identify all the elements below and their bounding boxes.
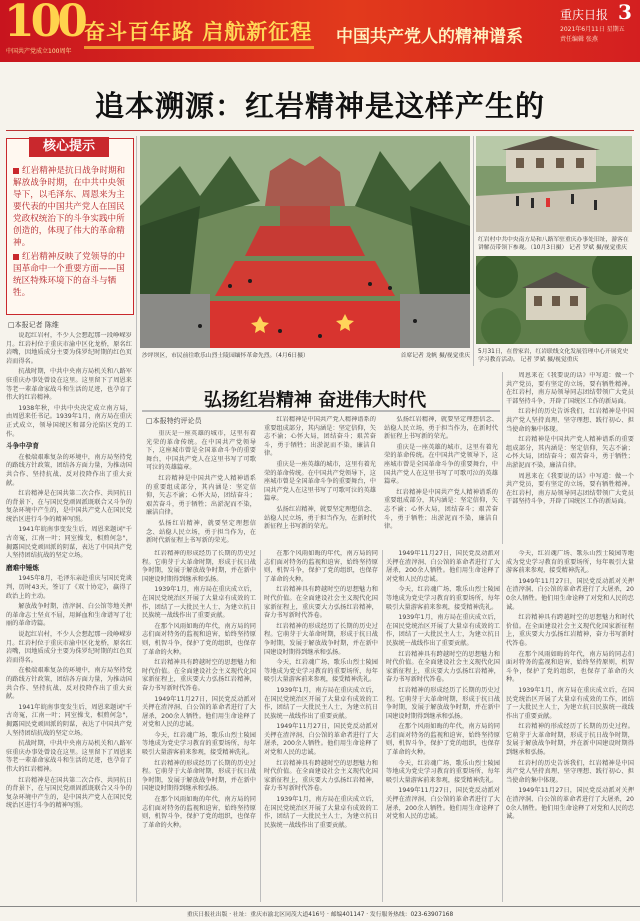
paragraph: 红岩精神是在国共第二次合作、共同抗日的背景下，在与国民党顽固派既联合又斗争的复杂环境中产生的，是中国共产党人在国民党统治区进行斗争的精神写照。 xyxy=(6,776,132,810)
photo-r1-caption: 红岩村中共中央南方局和八路军驻重庆办事处旧址，游客在讲解员带领下参观。（10月3日摄） 记者 罗斌 摄/视觉重庆 xyxy=(478,237,629,251)
paragraph: 说起红岩村，不少人会想起那一段峥嵘岁月。红岩村位于重庆市渝中区化龙桥，原名红岩嘴，因地质成分主要为侏罗纪时期的红色页岩而得名。 xyxy=(6,631,132,664)
bottom-column-3 xyxy=(386,550,500,902)
subheading: 磨难中锤炼 xyxy=(6,563,39,572)
paragraph: 今天，红岩魂广场、歌乐山烈士陵园等地成为党史学习教育的重要场所，每年吸引大量游客前来参观，接受精神洗礼。 xyxy=(142,731,256,757)
paragraph: 今天，红岩魂广场、歌乐山烈士陵园等地成为党史学习教育的重要场所，每年吸引大量游客前来参观，接受精神洗礼。 xyxy=(386,759,500,784)
core-tips-title: 核心提示 xyxy=(29,137,109,157)
paragraph: 1949年11月27日，国民党反动派对关押在渣滓洞、白公馆的革命者进行了大屠杀，200余人牺牲。他们用生命诠释了对党和人民的忠诚。 xyxy=(264,723,378,757)
page-number: 3 xyxy=(618,0,632,24)
paragraph: 红岩精神具有跨越时空的思想魅力和时代价值。在全面建设社会主义现代化国家新征程上，重庆要大力弘扬红岩精神，奋力书写新时代答卷。 xyxy=(386,650,500,684)
photo-hongyan-village xyxy=(476,136,632,232)
commentary-column xyxy=(146,430,256,544)
commentary-column xyxy=(384,416,498,544)
paragraph: 抗战时期，中共中央南方局机关和八路军驻重庆办事处曾设在这里。这里留下了周恩来等老一辈革命家战斗和生活的足迹，也孕育了伟大的红岩精神。 xyxy=(6,740,132,773)
photo-r1-credit: 记者 罗斌 摄/视觉重庆 xyxy=(569,245,627,251)
bottom-column-1 xyxy=(142,550,256,902)
hongyan-village-illustration xyxy=(476,136,632,232)
paragraph: 1949年11月27日，国民党反动派对关押在渣滓洞、白公馆的革命者进行了大屠杀，200余人牺牲。他们用生命诠释了对党和人民的忠诚。 xyxy=(386,787,500,821)
paragraph: 今天，红岩魂广场、歌乐山烈士陵园等地成为党史学习教育的重要场所，每年吸引大量游客前来参观，接受精神洗礼。 xyxy=(386,586,500,611)
paragraph: 弘扬红岩精神，就要坚定理想信念、站稳人民立场，勇于担当作为，在新时代新征程上书写新的荣光。 xyxy=(384,416,498,441)
paragraph: 弘扬红岩精神，就要坚定理想信念、站稳人民立场，勇于担当作为，在新时代新征程上书写新的荣光。 xyxy=(264,505,376,531)
paragraph: 1949年11月27日，国民党反动派对关押在渣滓洞、白公馆的革命者进行了大屠杀，200余人牺牲。他们用生命诠释了对党和人民的忠诚。 xyxy=(386,550,500,583)
logo-caption: 中国共产党成立100周年 xyxy=(6,48,72,55)
bottom-column-2 xyxy=(264,550,378,902)
banner-decoration xyxy=(84,46,314,49)
paragraph: 1939年1月，南方局在重庆成立后，在国民党统治区开展了大量卓有成效的工作，团结了一大批民主人士，为建立抗日民族统一战线作出了重要贡献。 xyxy=(386,614,500,647)
paragraph: 1939年1月，南方局在重庆成立后，在国民党统治区开展了大量卓有成效的工作，团结了一大批民主人士，为建立抗日民族统一战线作出了重要贡献。 xyxy=(264,686,378,720)
paragraph: 周恩来在《我要说的话》中写道：做一个共产党员，要有坚定的立场，要有牺牲精神。在红岩村，南方局领导同志团结带领广大党员干部坚持斗争，开辟了国统区工作的新局面。 xyxy=(506,472,634,506)
paragraph: 1939年1月，南方局在重庆成立后，在国民党统治区开展了大量卓有成效的工作，团结了一大批民主人士，为建立抗日民族统一战线作出了重要贡献。 xyxy=(142,586,256,620)
headline-rule xyxy=(6,130,634,131)
paragraph: 红岩精神是中国共产党人精神谱系的重要组成部分，其内涵是：坚定信仰，矢志不渝；心怀大局，团结奋斗；艰苦奋斗，勇于牺牲；出淤泥而不染，廉洁自律。 xyxy=(506,436,634,469)
paragraph: 1939年1月，南方局在重庆成立后，在国民党统治区开展了大量卓有成效的工作，团结了一大批民主人士，为建立抗日民族统一战线作出了重要贡献。 xyxy=(264,796,378,829)
photo-zengjiayan xyxy=(476,256,632,344)
paragraph: 1945年8月，毛泽东亲赴重庆与国民党谈判，历时43天，签订了《双十协定》，赢得了政治上的主动。 xyxy=(6,575,132,600)
paragraph: 红岩村的历史告诉我们，红岩精神是中国共产党人坚持真理、坚守理想、践行初心、担当使命的集中体现。 xyxy=(506,759,634,784)
commentary-byline: □本报特约评论员 xyxy=(146,417,202,425)
paragraph: 红岩精神的形成经历了长期的历史过程。它萌芽于大革命时期，形成于抗日战争时期，发展于解放战争时期，并在新中国建设时期得到继承和弘扬。 xyxy=(142,759,256,793)
core-tips-box xyxy=(6,138,134,315)
paragraph: 1938年秋，中共中央决定成立南方局，由周恩来任书记。1939年1月，南方局在重庆正式成立，领导国统区和部分沦陷区党的工作。 xyxy=(6,404,132,438)
paragraph: 重庆是一座英雄的城市，这里有着光荣的革命传统。在中国共产党领导下，这座城市曾是全国革命斗争的重要舞台，中国共产党人在这里书写了可歌可泣的英雄篇章。 xyxy=(264,460,376,503)
paragraph: 红岩精神是中国共产党人精神谱系的重要组成部分，其内涵是：坚定信仰，矢志不渝；心怀大局，团结奋斗；艰苦奋斗，勇于牺牲；出淤泥而不染，廉洁自律。 xyxy=(384,488,498,531)
paragraph: 今天，红岩魂广场、歌乐山烈士陵园等地成为党史学习教育的重要场所，每年吸引大量游客前来参观，接受精神洗礼。 xyxy=(506,550,634,575)
paragraph: 在那个风雨如晦的年代，南方局的同志们面对特务的监视和迫害，始终坚持原则，机智斗争，保护了党的组织，也保存了革命的火种。 xyxy=(264,550,378,583)
masthead-banner xyxy=(0,0,640,62)
main-photo-monument xyxy=(140,136,470,348)
paragraph: 说起红岩村，不少人会想起那一段峥嵘岁月。红岩村位于重庆市渝中区化龙桥，原名红岩嘴，因地质成分主要为侏罗纪时期的红色页岩而得名。 xyxy=(6,332,132,365)
monument-illustration xyxy=(140,136,470,348)
column-divider xyxy=(136,136,137,902)
photo-r2-credit: 记者 罗斌 摄/视觉重庆 xyxy=(520,357,579,363)
column-divider xyxy=(260,550,261,902)
editor-line: 责任编辑 张燕 xyxy=(560,36,598,43)
square-bullet-icon xyxy=(13,254,19,260)
paragraph: 1941年皖南事变发生后，周恩来题词"千古奇冤，江南一叶；同室操戈，相煎何急"，揭露国民党顽固派的阴谋，表达了中国共产党人坚持团结抗战的坚定立场。 xyxy=(6,703,132,737)
zengjiayan-illustration xyxy=(476,256,632,344)
paragraph: 在极端艰难复杂的环境中，南方局坚持党的路线方针政策，团结各方面力量，为推动国共合作、坚持抗战、反对投降作出了重大贡献。 xyxy=(6,453,132,487)
page-footer xyxy=(0,906,640,921)
left-article-column xyxy=(6,332,132,902)
tips-item: 红岩精神反映了党领导的中国革命中一个重要方面——国统区特殊环境下的奋斗与牺牲。 xyxy=(13,252,126,298)
paragraph: 红岩精神的形成经历了长期的历史过程。它萌芽于大革命时期，形成于抗日战争时期，发展于解放战争时期，并在新中国建设时期得到继承和弘扬。 xyxy=(506,723,634,757)
commentary-box xyxy=(142,410,500,546)
paragraph: 今天，红岩魂广场、歌乐山烈士陵园等地成为党史学习教育的重要场所，每年吸引大量游客前来参观，接受精神洗礼。 xyxy=(264,659,378,684)
paragraph: 1941年皖南事变发生后，周恩来题词"千古奇冤，江南一叶；同室操戈，相煎何急"，揭露国民党顽固派的阴谋，表达了中国共产党人坚持团结抗战的坚定立场。 xyxy=(6,526,132,560)
paragraph: 红岩精神是在国共第二次合作、共同抗日的背景下，在与国民党顽固派既联合又斗争的复杂环境中产生的，是中国共产党人在国民党统治区进行斗争的精神写照。 xyxy=(6,490,132,523)
right-side-column xyxy=(506,372,634,544)
paragraph: 红岩精神是中国共产党人精神谱系的重要组成部分，其内涵是：坚定信仰，矢志不渝；心怀大局，团结奋斗；艰苦奋斗，勇于牺牲；出淤泥而不染，廉洁自律。 xyxy=(264,416,376,458)
left-article-byline: □本报记者 陈维 xyxy=(8,321,59,329)
issue-date: 2021年6月11日 星期五 xyxy=(560,26,625,33)
page-headline: 追本溯源：红岩精神是这样产生的 xyxy=(94,89,545,123)
bottom-column-4 xyxy=(506,550,634,902)
commentary-column xyxy=(264,416,376,544)
column-divider xyxy=(502,372,503,544)
square-bullet-icon xyxy=(13,168,19,174)
main-photo-caption: 沙坪坝区，市民前往歌乐山烈士陵园缅怀革命先烈。（4月6日摄） xyxy=(142,353,309,359)
column-divider xyxy=(502,550,503,902)
paragraph: 红岩村的历史告诉我们，红岩精神是中国共产党人坚持真理、坚守理想、践行初心、担当使命的集中体现。 xyxy=(506,408,634,433)
paragraph: 重庆是一座英雄的城市，这里有着光荣的革命传统。在中国共产党领导下，这座城市曾是全国革命斗争的重要舞台，中国共产党人在这里书写了可歌可泣的英雄篇章。 xyxy=(146,430,256,472)
paragraph: 重庆是一座英雄的城市，这里有着光荣的革命传统。在中国共产党领导下，这座城市曾是全国革命斗争的重要舞台，中国共产党人在这里书写了可歌可泣的英雄篇章。 xyxy=(384,443,498,486)
centenary-logo xyxy=(4,0,84,60)
photo-r2-caption: 5月31日，在曾家岩，红岩联线文化发展管理中心开展党史学习教育活动。 记者 罗斌 摄/视觉重庆 xyxy=(478,349,629,363)
paragraph: 抗战时期，中共中央南方局机关和八路军驻重庆办事处曾设在这里。这里留下了周恩来等老一辈革命家战斗和生活的足迹，也孕育了伟大的红岩精神。 xyxy=(6,368,132,402)
paragraph: 红岩精神是中国共产党人精神谱系的重要组成部分，其内涵是：坚定信仰，矢志不渝；心怀大局，团结奋斗；艰苦奋斗，勇于牺牲；出淤泥而不染，廉洁自律。 xyxy=(146,474,256,517)
paragraph: 1949年11月27日，国民党反动派对关押在渣滓洞、白公馆的革命者进行了大屠杀，200余人牺牲。他们用生命诠释了对党和人民的忠诚。 xyxy=(506,577,634,611)
paragraph: 红岩精神具有跨越时空的思想魅力和时代价值。在全面建设社会主义现代化国家新征程上，重庆要大力弘扬红岩精神，奋力书写新时代答卷。 xyxy=(142,659,256,692)
paragraph: 1949年11月27日，国民党反动派对关押在渣滓洞、白公馆的革命者进行了大屠杀，200余人牺牲。他们用生命诠释了对党和人民的忠诚。 xyxy=(506,787,634,821)
banner-slogan: 奋斗百年路 启航新征程 xyxy=(84,20,313,44)
paragraph: 在那个风雨如晦的年代，南方局的同志们面对特务的监视和迫害，始终坚持原则，机智斗争，保护了党的组织，也保存了革命的火种。 xyxy=(386,723,500,757)
paragraph: 在极端艰难复杂的环境中，南方局坚持党的路线方针政策，团结各方面力量，为推动国共合作、坚持抗战、反对投降作出了重大贡献。 xyxy=(6,667,132,701)
paragraph: 在那个风雨如晦的年代，南方局的同志们面对特务的监视和迫害，始终坚持原则，机智斗争，保护了党的组织，也保存了革命的火种。 xyxy=(142,622,256,656)
main-photo-credit: 首席记者 龙帆 摄/视觉重庆 xyxy=(400,353,470,359)
subheading: 斗争中孕育 xyxy=(6,442,39,451)
paragraph: 周恩来在《我要说的话》中写道：做一个共产党员，要有坚定的立场，要有牺牲精神。在红岩村，南方局领导同志团结带领广大党员干部坚持斗争，开辟了国统区工作的新局面。 xyxy=(506,372,634,405)
paragraph: 1949年11月27日，国民党反动派对关押在渣滓洞、白公馆的革命者进行了大屠杀，200余人牺牲。他们用生命诠释了对党和人民的忠诚。 xyxy=(142,695,256,729)
paragraph: 在那个风雨如晦的年代，南方局的同志们面对特务的监视和迫害，始终坚持原则，机智斗争，保护了党的组织，也保存了革命的火种。 xyxy=(506,650,634,684)
commentary-headline: 弘扬红岩精神 奋进伟大时代 xyxy=(203,390,427,411)
paragraph: 红岩精神具有跨越时空的思想魅力和时代价值。在全面建设社会主义现代化国家新征程上，重庆要大力弘扬红岩精神，奋力书写新时代答卷。 xyxy=(264,759,378,793)
photo-divider xyxy=(473,136,474,366)
paragraph: 红岩精神的形成经历了长期的历史过程。它萌芽于大革命时期，形成于抗日战争时期，发展于解放战争时期，并在新中国建设时期得到继承和弘扬。 xyxy=(142,550,256,583)
banner-series-title: 中国共产党人的精神谱系 xyxy=(336,27,523,47)
paragraph: 弘扬红岩精神，就要坚定理想信念、站稳人民立场，勇于担当作为，在新时代新征程上书写新的荣光。 xyxy=(146,519,256,544)
paragraph: 解放战争时期，渣滓洞、白公馆等地关押的革命志士坚贞不屈，用鲜血和生命谱写了壮丽的革命诗篇。 xyxy=(6,603,132,628)
paragraph: 红岩精神具有跨越时空的思想魅力和时代价值。在全面建设社会主义现代化国家新征程上，重庆要大力弘扬红岩精神，奋力书写新时代答卷。 xyxy=(506,614,634,647)
paragraph: 红岩精神的形成经历了长期的历史过程。它萌芽于大革命时期，形成于抗日战争时期，发展于解放战争时期，并在新中国建设时期得到继承和弘扬。 xyxy=(386,686,500,720)
newspaper-name: 重庆日报 xyxy=(560,8,609,22)
column-divider xyxy=(382,550,383,902)
logo-number: 100 xyxy=(4,0,84,47)
footer-text: 重庆日报社出版 · 社址：重庆市渝北区同茂大道416号 · 邮编401147 · 发行服务热线：023-63907168 xyxy=(186,912,454,918)
tips-item: 红岩精神是抗日战争时期和解放战争时期，在中共中央领导下，以毛泽东、周恩来为主要代表的中国共产党人在国民党政权统治下的斗争实践中所创造的，体现了伟大的革命精神。 xyxy=(13,166,126,248)
paragraph: 1939年1月，南方局在重庆成立后，在国民党统治区开展了大量卓有成效的工作，团结了一大批民主人士，为建立抗日民族统一战线作出了重要贡献。 xyxy=(506,686,634,720)
paragraph: 红岩精神具有跨越时空的思想魅力和时代价值。在全面建设社会主义现代化国家新征程上，重庆要大力弘扬红岩精神，奋力书写新时代答卷。 xyxy=(264,586,378,620)
paragraph: 红岩精神的形成经历了长期的历史过程。它萌芽于大革命时期，形成于抗日战争时期，发展于解放战争时期，并在新中国建设时期得到继承和弘扬。 xyxy=(264,622,378,656)
paragraph: 在那个风雨如晦的年代，南方局的同志们面对特务的监视和迫害，始终坚持原则，机智斗争，保护了党的组织，也保存了革命的火种。 xyxy=(142,796,256,829)
